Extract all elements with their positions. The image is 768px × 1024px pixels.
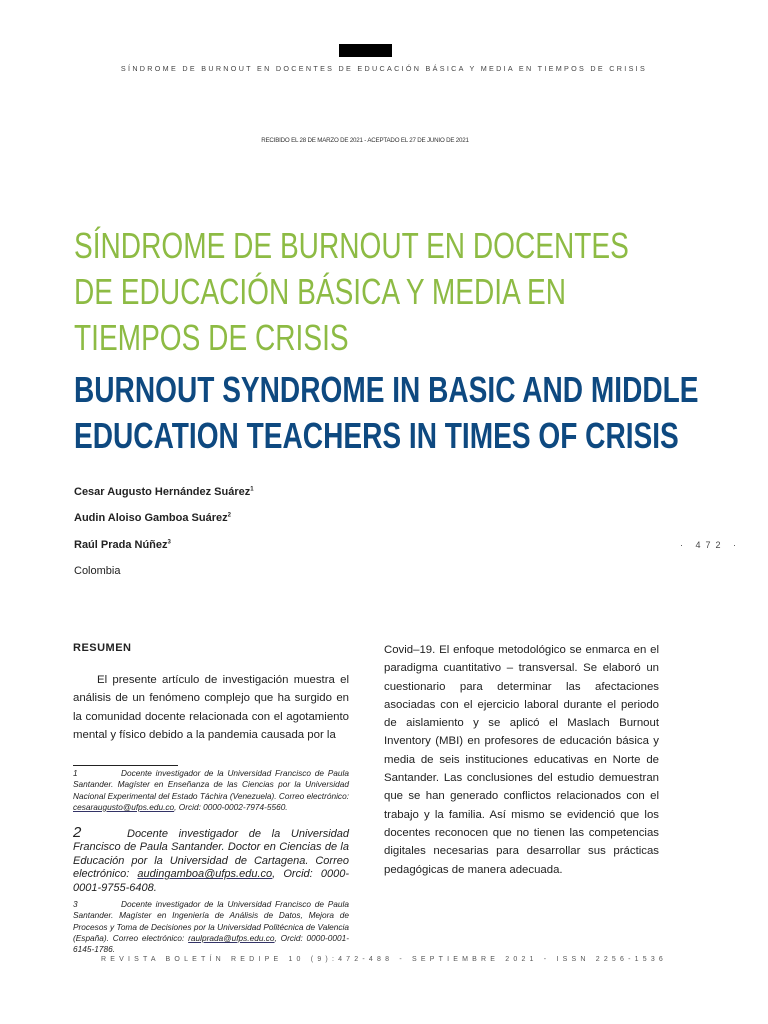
title-es-line: TIEMPOS DE CRISIS <box>74 317 349 358</box>
footnote-1 <box>73 768 349 813</box>
footnote-3 <box>73 899 349 955</box>
author-name: Audin Aloiso Gamboa Suárez <box>74 512 228 524</box>
footnote-2 <box>73 826 349 895</box>
title-es-line: DE EDUCACIÓN BÁSICA Y MEDIA EN <box>74 271 567 312</box>
header-block <box>339 44 392 57</box>
received-dates: RECIBIDO EL 28 DE MARZO DE 2021 - ACEPTADO EL 27 DE JUNIO DE 2021 <box>261 137 469 144</box>
page-number: · 472 · <box>680 540 742 550</box>
footnote-rule <box>73 765 178 766</box>
title-es-line: SÍNDROME DE BURNOUT EN DOCENTES <box>74 225 629 266</box>
footnote-number: 1 <box>73 768 78 778</box>
author-name: Cesar Augusto Hernández Suárez <box>74 486 251 498</box>
footnote-text: Docente investigador de la Universidad Francisco de Paula Santander. Magíster en Enseñanza de las Ciencias por la Universidad Nacional Experimental del Estado Táchira (Venezuela). Correo electrónico: <box>73 768 349 801</box>
abstract-left: El presente artículo de investigación muestra el análisis de un fenómeno complejo que ha surgido en la comunidad docente relacionada con el agotamiento mental y físico debido a la pandemia causada por la <box>73 674 349 741</box>
title-spanish <box>74 223 629 361</box>
author-3 <box>74 539 171 551</box>
author-sup: 2 <box>227 512 231 519</box>
title-english <box>74 367 699 459</box>
footnote-tail: , Orcid: 0000-0002-7974-5560. <box>174 801 288 812</box>
email-link[interactable]: cesaraugusto@ufps.edu.co <box>73 801 175 812</box>
abstract-heading: RESUMEN <box>73 642 132 654</box>
footnote-number: 2 <box>73 824 82 841</box>
author-name: Raúl Prada Núñez <box>74 539 168 551</box>
title-en-line: BURNOUT SYNDROME IN BASIC AND MIDDLE <box>74 369 699 410</box>
title-en-line: EDUCATION TEACHERS IN TIMES OF CRISIS <box>74 415 679 456</box>
footnote-text: Docente investigador de la Universidad Francisco de Paula Santander. Magíster en Ingeniería de Análisis de Datos, Mejora de Procesos y Toma de Decisiones por la Universidad Politécnica de Valencia (España). Correo electrónico: <box>73 899 349 943</box>
country: Colombia <box>74 565 121 577</box>
email-link[interactable]: audingamboa@ufps.edu.co <box>137 868 273 881</box>
footnote-tail: , Orcid: 0000-0001-9755-6408. <box>73 868 349 894</box>
footnote-number: 3 <box>73 899 78 909</box>
footnote-text: Docente investigador de la Universidad Francisco de Paula Santander. Doctor en Ciencias de la Educación por la Universidad de Cartagena. Correo electrónico: <box>73 828 349 881</box>
author-2 <box>74 512 231 524</box>
abstract-right: Covid–19. El enfoque metodológico se enmarca en el paradigma cuantitativo – transversal. Se elaboró un cuestionario para determinar las afectaciones asociadas con el ejercicio laboral durante el periodo de aislamiento y se aplicó el Maslach Burnout Inventory (MBI) en profesores de educación básica y media de seis instituciones educativas en Norte de Santander. Las conclusiones del estudio demuestran que se han generado conflictos relacionados con el trabajo y la familia. Así mismo se evidenció que los docentes reconocen que no tienen las competencias digitales necesarias para desarrollar sus prácticas pedagógicas de manera adecuada. <box>384 644 659 876</box>
author-sup: 3 <box>167 539 171 546</box>
email-link[interactable]: raulprada@ufps.edu.co <box>188 932 275 943</box>
running-title: SÍNDROME DE BURNOUT EN DOCENTES DE EDUCACIÓN BÁSICA Y MEDIA EN TIEMPOS DE CRISIS <box>120 64 648 73</box>
footnote-tail: , Orcid: 0000-0001-6145-1786. <box>73 932 349 955</box>
journal-footer: REVISTA BOLETÍN REDIPE 10 (9):472-488 - SEPTIEMBRE 2021 - ISSN 2256-1536 <box>100 956 668 963</box>
author-sup: 1 <box>250 486 254 493</box>
author-1 <box>74 486 254 498</box>
